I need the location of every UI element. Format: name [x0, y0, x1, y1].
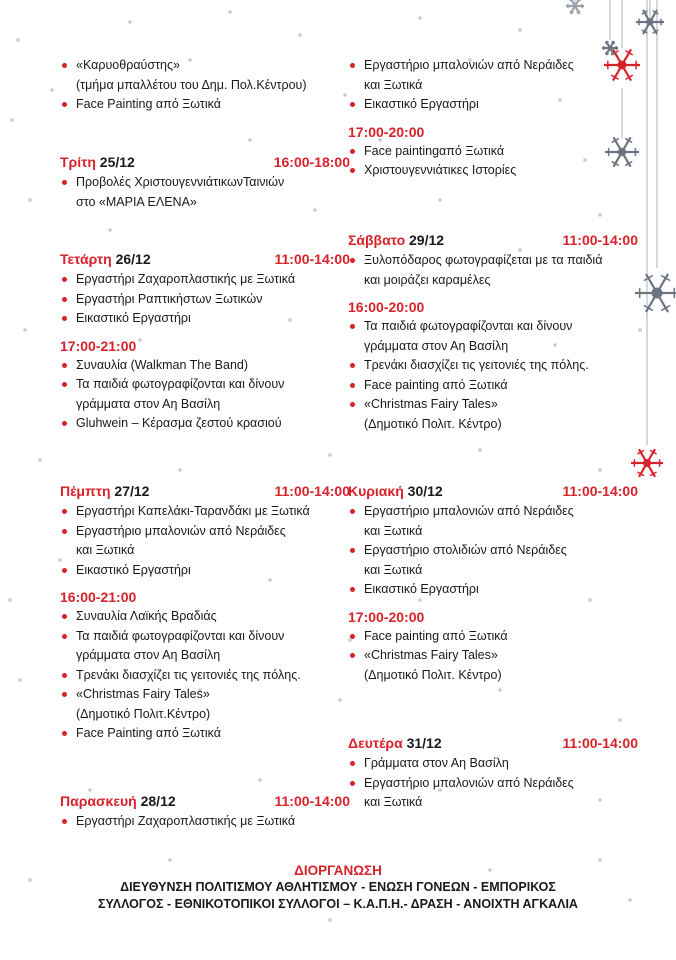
list-item: Εργαστήριο μπαλονιών από Νεράιδες: [60, 522, 350, 542]
day-block-wednesday: [60, 250, 350, 434]
day-date: 31/12: [406, 735, 442, 751]
day-date: 30/12: [407, 483, 443, 499]
snow-dot: [298, 33, 302, 37]
day-block-sunday: [348, 482, 638, 685]
footer-line: ΔΙΕΥΘΥΝΣΗ ΠΟΛΙΤΙΣΜΟΥ ΑΘΛΗΤΙΣΜΟΥ - ΕΝΩΣΗ ΓΟΝΕΩΝ - ΕΜΠΟΡΙΚΟΣ: [120, 880, 556, 894]
day-date: 25/12: [99, 154, 135, 170]
list-item: Συναυλία (Walkman The Band): [60, 356, 350, 376]
day-header: [60, 153, 350, 172]
list-item-continuation: γράμματα στον Αη Βασίλη: [76, 396, 221, 411]
day-name: Πέμπτη: [60, 483, 111, 499]
list-item: Εργαστήριο μπαλονιών από Νεράιδες: [348, 56, 638, 76]
snow-dot: [598, 213, 602, 217]
day-block-saturday: [348, 231, 638, 434]
snow-dot: [498, 688, 502, 692]
day-block-friday: [60, 792, 350, 832]
time-slot: 17:00-20:00: [348, 608, 425, 625]
time-slot: 16:00-20:00: [348, 299, 425, 315]
time-slot: 17:00-21:00: [60, 337, 137, 354]
snow-dot: [328, 918, 332, 922]
list-item: Εργαστήρι Ζαχαροπλαστικής με Ξωτικά: [60, 812, 350, 832]
list-item: «Christmas Fairy Tales»: [60, 685, 350, 705]
snow-dot: [438, 198, 442, 202]
snow-dot: [10, 118, 14, 122]
snow-dot: [178, 468, 182, 472]
list-item: Εργαστήριο μπαλονιών από Νεράιδες: [348, 774, 638, 794]
snow-dot: [28, 198, 32, 202]
list-item-continuation: και Ξωτικά: [364, 562, 423, 577]
snow-dot: [328, 453, 332, 457]
organizers-footer: [0, 862, 676, 913]
list-item: Εργαστήρι Καπελάκι-Ταρανδάκι με Ξωτικά: [60, 502, 350, 522]
list-item: Face painting από Ξωτικά: [348, 376, 638, 396]
day-time: 11:00-14:00: [274, 251, 350, 267]
day-header: [60, 482, 350, 501]
left-top-block: [60, 56, 350, 115]
list-item-continuation: στο «ΜΑΡΙΑ ΕΛΕΝΑ»: [76, 194, 197, 209]
footer-line: ΣΥΛΛΟΓΟΣ - ΕΘΝΙΚΟΤΟΠΙΚΟΙ ΣΥΛΛΟΓΟΙ – Κ.Α.Π.Η.- ΔΡΑΣΗ - ΑΝΟΙΧΤΗ ΑΓΚΑΛΙΑ: [98, 897, 578, 911]
list-item: Εικαστικό Εργαστήρι: [60, 309, 350, 329]
list-item-continuation: (Δημοτικό Πολιτ. Κέντρο): [364, 667, 502, 682]
list-item: Εργαστήρι Ραπτικήστων Ξωτικών: [60, 290, 350, 310]
list-item-continuation: γράμματα στον Αη Βασίλη: [76, 648, 221, 662]
snow-dot: [108, 228, 112, 232]
right-top-block: [348, 56, 638, 181]
day-block-monday: [348, 734, 638, 813]
day-name: Τρίτη: [60, 154, 96, 170]
day-time: 11:00-14:00: [562, 483, 638, 499]
day-time: 11:00-14:00: [274, 793, 350, 809]
list-item: Gluhwein – Κέρασμα ζεστού κρασιού: [60, 414, 350, 434]
day-header: [60, 792, 350, 811]
footer-title: ΔΙΟΡΓΑΝΩΣΗ: [294, 863, 382, 878]
list-item: Face painting από Ξωτικά: [348, 627, 638, 647]
list-item: Προβολές ΧριστουγεννιάτικωνΤαινιών: [60, 173, 350, 193]
snow-dot: [8, 598, 12, 602]
list-item: «Christmas Fairy Tales»: [348, 395, 638, 415]
snow-dot: [38, 458, 42, 462]
day-header: [348, 734, 638, 753]
snow-dot: [228, 10, 232, 14]
list-item-continuation: και Ξωτικά: [364, 523, 423, 538]
day-time: 11:00-14:00: [562, 735, 638, 751]
list-item: Συναυλία Λαϊκής Βραδιάς: [60, 607, 350, 627]
snow-dot: [23, 328, 27, 332]
list-item: Εικαστικό Εργαστήρι: [348, 95, 638, 115]
day-header: [60, 250, 350, 269]
snow-dot: [618, 718, 622, 722]
list-item: Γράμματα στον Αη Βασίλη: [348, 754, 638, 774]
day-date: 27/12: [114, 483, 150, 499]
snow-dot: [638, 328, 642, 332]
list-item: (τμήμα μπαλλέτου του Δημ. Πολ.Κέντρου): [76, 77, 307, 92]
list-item: Face paintingαπό Ξωτικά: [348, 142, 638, 162]
list-item: Χριστουγεννιάτικες Ιστορίες: [348, 161, 638, 181]
list-item: Τα παιδιά φωτογραφίζονται και δίνουν: [348, 317, 638, 337]
snow-dot: [50, 88, 54, 92]
list-item: Εργαστήριο μπαλονιών από Νεράιδες: [348, 502, 638, 522]
time-slot: 17:00-20:00: [348, 123, 425, 140]
snow-dot: [518, 28, 522, 32]
day-block-thursday: [60, 482, 350, 744]
list-item-continuation: (Δημοτικό Πολιτ. Κέντρο): [364, 416, 502, 431]
day-time: 16:00-18:00: [273, 154, 350, 170]
list-item: Ξυλοπόδαρος φωτογραφίζεται με τα παιδιά: [348, 251, 638, 271]
day-name: Τετάρτη: [60, 251, 112, 267]
snow-dot: [418, 16, 422, 20]
day-name: Δευτέρα: [348, 735, 403, 751]
day-block-tuesday: [60, 153, 350, 212]
day-header: [348, 231, 638, 250]
day-time: 11:00-14:00: [274, 483, 350, 499]
day-date: 28/12: [140, 793, 176, 809]
left-top-list: [60, 56, 350, 115]
list-item-continuation: και μοιράζει καραμέλες: [364, 272, 491, 287]
day-header: [348, 482, 638, 501]
list-item: Εργαστήρι Ζαχαροπλαστικής με Ξωτικά: [60, 270, 350, 290]
list-item: Face Painting από Ξωτικά: [60, 95, 350, 115]
list-item: Face Painting από Ξωτικά: [60, 724, 350, 744]
snow-dot: [258, 778, 262, 782]
list-item-continuation: γράμματα στον Αη Βασίλη: [364, 338, 509, 353]
day-name: Σάββατο: [348, 232, 406, 248]
list-item: Τα παιδιά φωτογραφίζονται και δίνουν: [60, 375, 350, 395]
list-item-continuation: και Ξωτικά: [364, 795, 423, 809]
list-item: «Christmas Fairy Tales»: [348, 646, 638, 666]
snowflake-icon: [631, 449, 663, 477]
day-name: Κυριακή: [348, 483, 404, 499]
day-date: 26/12: [115, 251, 151, 267]
day-date: 29/12: [409, 232, 445, 248]
day-time: 11:00-14:00: [562, 232, 638, 248]
list-item: Εικαστικό Εργαστήρι: [60, 561, 350, 581]
list-item-continuation: και Ξωτικά: [364, 77, 423, 92]
snow-dot: [18, 678, 22, 682]
list-item: Τρενάκι διασχίζει τις γειτονιές της πόλης.: [348, 356, 638, 376]
list-item: Τα παιδιά φωτογραφίζονται και δίνουν: [60, 627, 350, 647]
snow-dot: [128, 20, 132, 24]
time-slot: 16:00-21:00: [60, 589, 137, 605]
snow-dot: [478, 448, 482, 452]
snow-dot: [248, 138, 252, 142]
list-item: «Καρυοθραύστης»: [60, 56, 350, 76]
list-item: Εικαστικό Εργαστήρι: [348, 580, 638, 600]
list-item: Τρενάκι διασχίζει τις γειτονιές της πόλης.: [60, 666, 350, 686]
day-name: Παρασκευή: [60, 793, 137, 809]
list-item-continuation: (Δημοτικό Πολιτ.Κέντρο): [76, 706, 211, 721]
snow-dot: [16, 38, 20, 42]
snowflake-icon: [635, 274, 676, 312]
list-item-continuation: και Ξωτικά: [76, 543, 135, 557]
list-item: Εργαστήριο στολιδιών από Νεράιδες: [348, 541, 638, 561]
snow-dot: [598, 468, 602, 472]
